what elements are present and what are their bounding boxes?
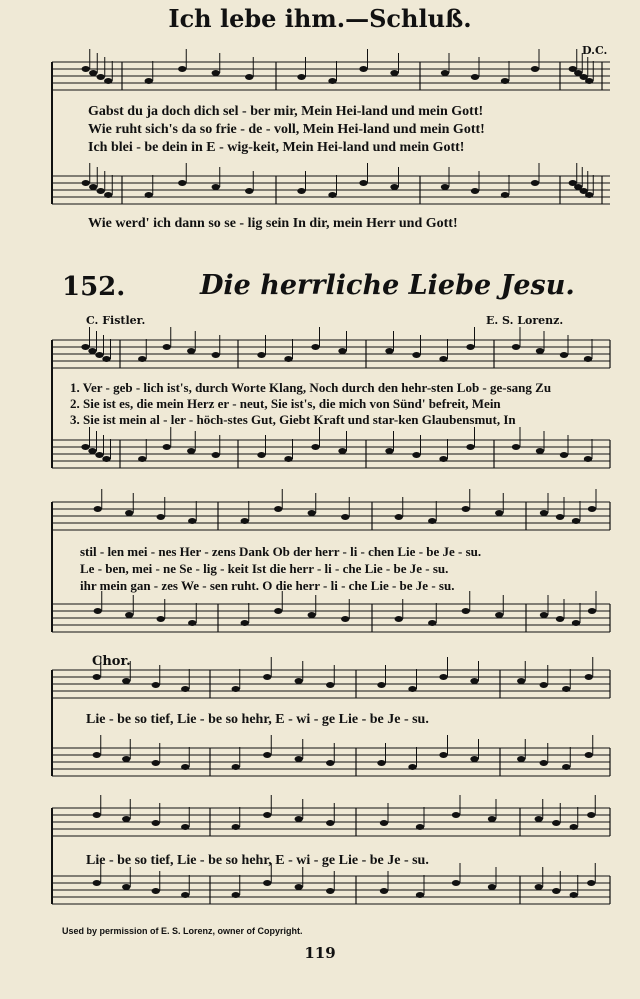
notehead xyxy=(512,344,520,350)
notehead xyxy=(441,70,449,76)
notehead xyxy=(517,678,525,684)
notehead xyxy=(328,78,336,84)
notehead xyxy=(257,452,265,458)
notehead xyxy=(295,816,303,822)
notehead xyxy=(125,510,133,516)
notehead xyxy=(377,760,385,766)
notehead xyxy=(338,448,346,454)
verse-line: 2. Sie ist es, die mein Herz er - neut, Sie ist's, die mich von Sünd' befreit, Mein xyxy=(70,396,501,411)
notehead xyxy=(81,444,89,450)
copyright-notice: Used by permission of E. S. Lorenz, owner of Copyright. xyxy=(62,926,303,936)
notehead xyxy=(416,892,424,898)
notehead xyxy=(157,514,165,520)
hymn-title: Die herrliche Liebe Jesu. xyxy=(200,270,575,301)
notehead xyxy=(517,756,525,762)
lyric-line: Wie ruht sich's da so frie - de - voll, Mein Hei-land und mein Gott! xyxy=(88,122,485,137)
notehead xyxy=(562,764,570,770)
notehead xyxy=(263,752,271,758)
notehead xyxy=(488,816,496,822)
notehead xyxy=(380,820,388,826)
notehead xyxy=(488,884,496,890)
notehead xyxy=(97,188,105,194)
notehead xyxy=(163,444,171,450)
notehead xyxy=(471,74,479,80)
notehead xyxy=(212,352,220,358)
notehead xyxy=(257,352,265,358)
verse-line: ihr mein gan - zes We - sen ruht. O die herr - li - che Lie - be Je - su. xyxy=(80,578,455,593)
notehead xyxy=(326,820,334,826)
notehead xyxy=(138,356,146,362)
notehead xyxy=(560,452,568,458)
notehead xyxy=(97,74,105,80)
notehead xyxy=(540,760,548,766)
notehead xyxy=(439,752,447,758)
notehead xyxy=(462,506,470,512)
notehead xyxy=(341,616,349,622)
notehead xyxy=(308,612,316,618)
notehead xyxy=(536,448,544,454)
notehead xyxy=(212,452,220,458)
dc-mark: D.C. xyxy=(582,44,608,57)
notehead xyxy=(439,674,447,680)
notehead xyxy=(466,444,474,450)
verse-line: stil - len mei - nes Her - zens Dank Ob der herr - li - chen Lie - be Je - su. xyxy=(80,544,482,559)
notehead xyxy=(408,764,416,770)
notehead xyxy=(188,620,196,626)
chorus-label: Chor. xyxy=(92,654,131,669)
notehead xyxy=(232,686,240,692)
notehead xyxy=(163,344,171,350)
notehead xyxy=(232,764,240,770)
notehead xyxy=(385,348,393,354)
notehead xyxy=(104,192,112,198)
notehead xyxy=(138,456,146,462)
notehead xyxy=(308,510,316,516)
notehead xyxy=(570,892,578,898)
notehead xyxy=(552,820,560,826)
notehead xyxy=(326,760,334,766)
notehead xyxy=(328,192,336,198)
notehead xyxy=(428,518,436,524)
notehead xyxy=(441,184,449,190)
notehead xyxy=(326,682,334,688)
notehead xyxy=(416,824,424,830)
notehead xyxy=(535,884,543,890)
notehead xyxy=(152,888,160,894)
verse-line: 3. Sie ist mein al - ler - höch-stes Gut, Giebt Kraft und star-ken Glaubensmut, In xyxy=(70,412,516,427)
notehead xyxy=(408,686,416,692)
notehead xyxy=(588,506,596,512)
notehead xyxy=(181,764,189,770)
hymn-number: 152. xyxy=(62,272,126,302)
notehead xyxy=(93,752,101,758)
notehead xyxy=(380,888,388,894)
composer-credit: E. S. Lorenz. xyxy=(486,314,564,327)
notehead xyxy=(152,760,160,766)
notehead xyxy=(295,756,303,762)
notehead xyxy=(501,78,509,84)
notehead xyxy=(145,192,153,198)
notehead xyxy=(341,514,349,520)
notehead xyxy=(241,620,249,626)
notehead xyxy=(94,608,102,614)
notehead xyxy=(125,612,133,618)
notehead xyxy=(470,678,478,684)
notehead xyxy=(439,456,447,462)
notehead xyxy=(145,78,153,84)
notehead xyxy=(338,348,346,354)
notehead xyxy=(104,78,112,84)
notehead xyxy=(359,66,367,72)
notehead xyxy=(95,452,103,458)
notehead xyxy=(274,506,282,512)
notehead xyxy=(311,444,319,450)
verse-line: Le - ben, mei - ne Se - lig - keit Ist die herr - li - che Lie - be Je - su. xyxy=(80,561,449,576)
notehead xyxy=(588,608,596,614)
lyric-line: Ich blei - be dein in E - wig-keit, Mein Hei-land und mein Gott! xyxy=(88,140,465,155)
notehead xyxy=(377,682,385,688)
notehead xyxy=(181,824,189,830)
notehead xyxy=(95,352,103,358)
notehead xyxy=(122,678,130,684)
notehead xyxy=(587,880,595,886)
notehead xyxy=(81,344,89,350)
notehead xyxy=(540,682,548,688)
notehead xyxy=(556,514,564,520)
notehead xyxy=(570,824,578,830)
notehead xyxy=(82,66,90,72)
notehead xyxy=(471,188,479,194)
notehead xyxy=(82,180,90,186)
notehead xyxy=(284,456,292,462)
notehead xyxy=(297,188,305,194)
notehead xyxy=(531,180,539,186)
notehead xyxy=(232,824,240,830)
notehead xyxy=(462,608,470,614)
lyricist-credit: C. Fistler. xyxy=(86,314,146,327)
notehead xyxy=(102,456,110,462)
notehead xyxy=(470,756,478,762)
chorus-line: Lie - be so tief, Lie - be so hehr, E - wi - ge Lie - be Je - su. xyxy=(86,712,429,727)
bass-lyric-line: Wie werd' ich dann so se - lig sein In dir, mein Herr und Gott! xyxy=(88,216,458,231)
notehead xyxy=(562,686,570,692)
notehead xyxy=(531,66,539,72)
notehead xyxy=(535,816,543,822)
notehead xyxy=(495,510,503,516)
notehead xyxy=(152,820,160,826)
notehead xyxy=(122,756,130,762)
section-title: Ich lebe ihm.—Schluß. xyxy=(168,4,472,33)
notehead xyxy=(263,812,271,818)
notehead xyxy=(326,888,334,894)
page-number: 119 xyxy=(304,944,336,962)
notehead xyxy=(297,74,305,80)
notehead xyxy=(152,682,160,688)
notehead xyxy=(536,348,544,354)
notehead xyxy=(187,348,195,354)
notehead xyxy=(187,448,195,454)
notehead xyxy=(452,812,460,818)
notehead xyxy=(572,518,580,524)
notehead xyxy=(385,448,393,454)
notehead xyxy=(540,612,548,618)
notehead xyxy=(232,892,240,898)
notehead xyxy=(284,356,292,362)
notehead xyxy=(390,184,398,190)
notehead xyxy=(178,180,186,186)
notehead xyxy=(157,616,165,622)
notehead xyxy=(556,616,564,622)
notehead xyxy=(452,880,460,886)
notehead xyxy=(412,452,420,458)
notehead xyxy=(93,674,101,680)
notehead xyxy=(122,884,130,890)
notehead xyxy=(295,884,303,890)
notehead xyxy=(466,344,474,350)
notehead xyxy=(241,518,249,524)
notehead xyxy=(540,510,548,516)
notehead xyxy=(560,352,568,358)
notehead xyxy=(295,678,303,684)
notehead xyxy=(428,620,436,626)
notehead xyxy=(585,674,593,680)
notehead xyxy=(122,816,130,822)
notehead xyxy=(501,192,509,198)
notehead xyxy=(412,352,420,358)
notehead xyxy=(212,70,220,76)
notehead xyxy=(439,356,447,362)
notehead xyxy=(584,356,592,362)
notehead xyxy=(88,348,96,354)
notehead xyxy=(263,880,271,886)
notehead xyxy=(572,620,580,626)
notehead xyxy=(552,888,560,894)
notehead xyxy=(395,514,403,520)
notehead xyxy=(245,74,253,80)
notehead xyxy=(512,444,520,450)
verse-line: 1. Ver - geb - lich ist's, durch Worte Klang, Noch durch den hehr-sten Lob - ge-sang Zu xyxy=(70,380,552,395)
notehead xyxy=(584,456,592,462)
notehead xyxy=(359,180,367,186)
lyric-line: Gabst du ja doch dich sel - ber mir, Mein Hei-land und mein Gott! xyxy=(88,104,484,119)
notehead xyxy=(188,518,196,524)
notehead xyxy=(178,66,186,72)
notehead xyxy=(587,812,595,818)
chorus-line: Lie - be so tief, Lie - be so hehr, E - wi - ge Lie - be Je - su. xyxy=(86,853,429,868)
notehead xyxy=(102,356,110,362)
notehead xyxy=(395,616,403,622)
notehead xyxy=(89,70,97,76)
notehead xyxy=(263,674,271,680)
notehead xyxy=(88,448,96,454)
notehead xyxy=(181,892,189,898)
notehead xyxy=(93,880,101,886)
notehead xyxy=(495,612,503,618)
notehead xyxy=(585,192,593,198)
notehead xyxy=(181,686,189,692)
notehead xyxy=(585,78,593,84)
notehead xyxy=(89,184,97,190)
notehead xyxy=(94,506,102,512)
notehead xyxy=(245,188,253,194)
notehead xyxy=(311,344,319,350)
notehead xyxy=(390,70,398,76)
notehead xyxy=(212,184,220,190)
notehead xyxy=(585,752,593,758)
notehead xyxy=(93,812,101,818)
notehead xyxy=(274,608,282,614)
